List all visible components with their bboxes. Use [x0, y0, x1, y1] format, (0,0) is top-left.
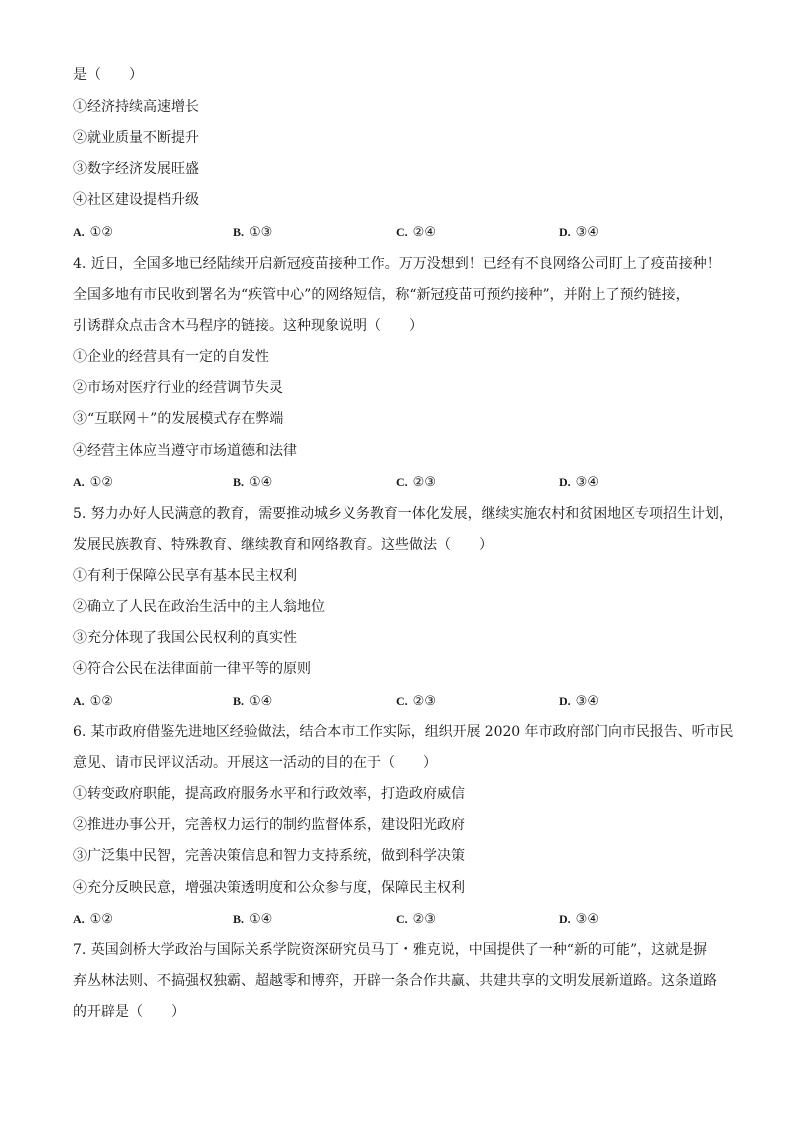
- question-6-stem: 6. 某市政府借鉴先进地区经验做法，结合本市工作实际，组织开展 2020 年市政府部门向市民报告、听市民: [73, 724, 734, 740]
- question-7-stem-line-3: 的开辟是（ ）: [73, 1004, 185, 1020]
- statement-2: ②推进办事公开，完善权力运行的制约监督体系，建设阳光政府: [73, 817, 465, 833]
- option-b[interactable]: B. ①④: [233, 912, 273, 927]
- option-a[interactable]: A. ①②: [73, 225, 113, 240]
- statement-3: ③广泛集中民智，完善决策信息和智力支持系统，做到科学决策: [73, 848, 465, 864]
- statement-1: ①转变政府职能，提高政府服务水平和行政效率，打造政府威信: [73, 786, 465, 802]
- statement-1: ①经济持续高速增长: [73, 99, 199, 115]
- statement-4: ④社区建设提档升级: [73, 192, 199, 208]
- question-7-stem-line-2: 弃丛林法则、不搞强权独霸、超越零和博弈，开辟一条合作共赢、共建共享的文明发展新道路。这条道路: [73, 973, 717, 989]
- option-a[interactable]: A. ①②: [73, 912, 113, 927]
- question-3-stem-tail: 是（ ）: [73, 67, 143, 83]
- question-6-stem-line-2: 意见、请市民评议活动。开展这一活动的目的在于（ ）: [73, 755, 437, 771]
- option-a[interactable]: A. ①②: [73, 694, 113, 709]
- option-d[interactable]: D. ③④: [559, 225, 599, 240]
- statement-1: ①企业的经营具有一定的自发性: [73, 349, 269, 365]
- answer-options-q4: [73, 474, 733, 490]
- statement-2: ②确立了人民在政治生活中的主人翁地位: [73, 599, 325, 615]
- option-c[interactable]: C. ②④: [396, 225, 436, 240]
- option-c[interactable]: C. ②③: [396, 475, 436, 490]
- answer-options-q3: [73, 224, 733, 240]
- statement-4: ④符合公民在法律面前一律平等的原则: [73, 661, 311, 677]
- statement-3: ③数字经济发展旺盛: [73, 161, 199, 177]
- question-4-stem-line-3: 引诱群众点击含木马程序的链接。这种现象说明（ ）: [73, 318, 423, 334]
- statement-3: ③充分体现了我国公民权利的真实性: [73, 630, 297, 646]
- question-5-stem-line-2: 发展民族教育、特殊教育、继续教育和网络教育。这些做法（ ）: [73, 537, 493, 553]
- statement-1: ①有利于保障公民享有基本民主权利: [73, 568, 297, 584]
- option-b[interactable]: B. ①④: [233, 475, 273, 490]
- question-4-stem: 4. 近日，全国多地已经陆续开启新冠疫苗接种工作。万万没想到！已经有不良网络公司盯上了疫苗接种！: [73, 256, 721, 272]
- answer-options-q6: [73, 911, 733, 927]
- statement-3: ③“互联网＋”的发展模式存在弊端: [73, 411, 284, 427]
- statement-4: ④充分反映民意，增强决策透明度和公众参与度，保障民主权利: [73, 880, 465, 896]
- question-7-stem: 7. 英国剑桥大学政治与国际关系学院资深研究员马丁・雅克说，中国提供了一种“新的可能”，这就是摒: [73, 942, 708, 958]
- statement-2: ②市场对医疗行业的经营调节失灵: [73, 380, 283, 396]
- answer-options-q5: [73, 693, 733, 709]
- option-d[interactable]: D. ③④: [559, 694, 599, 709]
- option-d[interactable]: D. ③④: [559, 912, 599, 927]
- option-b[interactable]: B. ①③: [233, 225, 273, 240]
- option-c[interactable]: C. ②③: [396, 694, 436, 709]
- option-d[interactable]: D. ③④: [559, 475, 599, 490]
- question-5-stem: 5. 努力办好人民满意的教育，需要推动城乡义务教育一体化发展，继续实施农村和贫困地区专项招生计划，: [73, 506, 733, 522]
- option-b[interactable]: B. ①④: [233, 694, 273, 709]
- question-4-stem-line-2: 全国多地有市民收到署名为“疾管中心”的网络短信，称“新冠疫苗可预约接种”，并附上了预约链接，: [73, 287, 690, 303]
- statement-4: ④经营主体应当遵守市场道德和法律: [73, 443, 297, 459]
- statement-2: ②就业质量不断提升: [73, 130, 199, 146]
- option-c[interactable]: C. ②③: [396, 912, 436, 927]
- option-a[interactable]: A. ①②: [73, 475, 113, 490]
